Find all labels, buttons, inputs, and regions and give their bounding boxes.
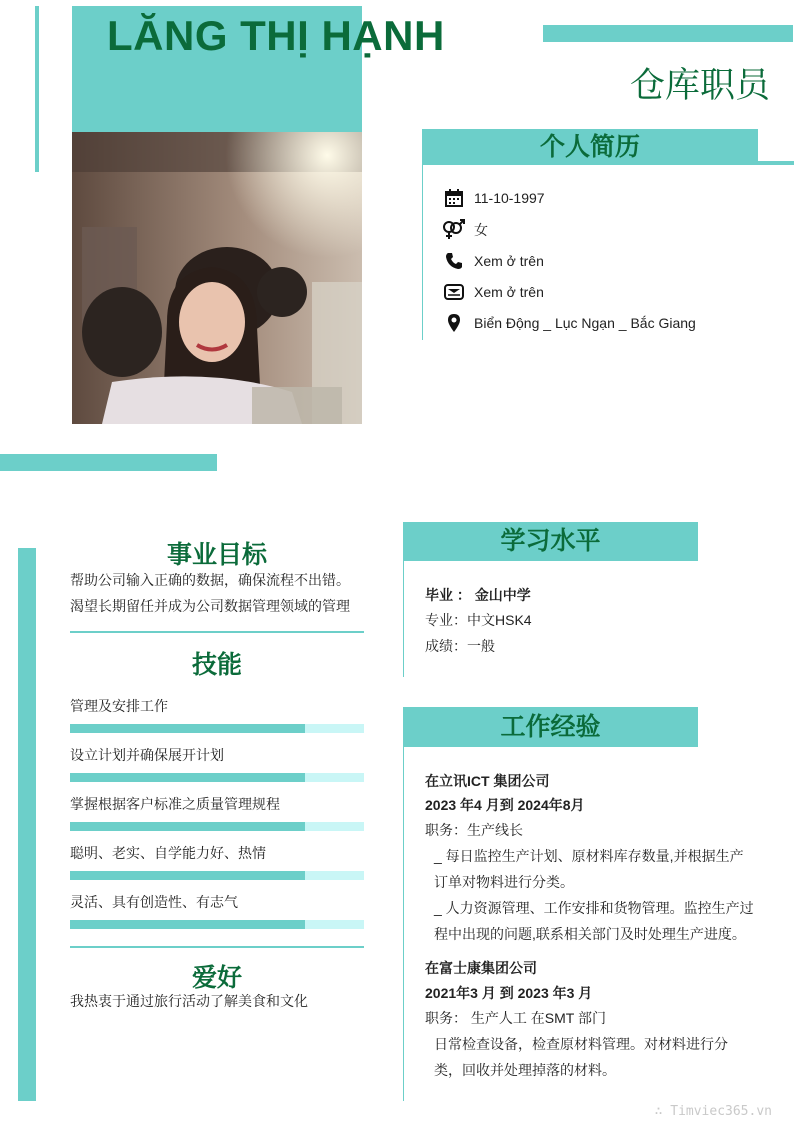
profile-heading-underline (758, 161, 794, 165)
left-column-accent-bar (18, 548, 36, 1101)
birthdate-text: 11-10-1997 (474, 190, 545, 206)
skill-level-track (70, 822, 364, 831)
profile-gender (442, 218, 488, 242)
top-left-accent-line (35, 6, 39, 172)
profile-photo-illustration (72, 132, 362, 424)
job-2-company: 在富士康集团公司 (425, 960, 537, 976)
address-text: Biển Động _ Lục Ngạn _ Bắc Giang (474, 315, 696, 331)
skill-level-track (70, 871, 364, 880)
skill-item (70, 745, 364, 782)
education-major: 专业：中文HSK4 (425, 612, 532, 628)
skills-divider (70, 946, 364, 948)
skill-item (70, 892, 364, 929)
job-1-desc-line: 订单对物料进行分类。 (434, 874, 574, 890)
hobbies-heading: 爱好 (191, 964, 242, 992)
education-heading: 学习水平 (403, 522, 698, 561)
watermark: ∴ Timviec365.vn (654, 1104, 772, 1119)
profile-birthdate (442, 186, 545, 210)
skill-label: 设立计划并确保展开计划 (70, 747, 224, 763)
job-1-desc-line: _ 人力资源管理、工作安排和货物管理。监控生产过 (434, 900, 754, 916)
skill-level-track (70, 724, 364, 733)
hobbies-text: 我热衷于通过旅行活动了解美食和文化 (70, 993, 308, 1009)
objective-line-2: 渴望长期留任并成为公司数据管理领域的管理 (70, 598, 350, 614)
job-2-period: 2021年3 月 到 2023 年3 月 (425, 985, 593, 1001)
phone-text: Xem ở trên (474, 253, 544, 269)
objective-line-1: 帮助公司输入正确的数据，确保流程不出错。 (70, 572, 350, 588)
email-icon (442, 280, 466, 304)
job-1-role: 职务：生产线长 (425, 822, 523, 838)
skill-level-fill (70, 773, 305, 782)
skill-label: 掌握根据客户标准之质量管理规程 (70, 796, 280, 812)
location-pin-icon (442, 311, 466, 335)
skill-label: 灵活、具有创造性、有志气 (70, 894, 238, 910)
top-right-accent-bar (543, 25, 793, 42)
education-grade: 成绩：一般 (425, 638, 495, 654)
skill-item (70, 696, 364, 733)
skill-label: 聪明、老实、自学能力好、热情 (70, 845, 266, 861)
job-1-period: 2023 年4 月到 2024年8月 (425, 797, 585, 813)
objective-divider (70, 631, 364, 633)
job-1-desc-line: _ 每日监控生产计划、原材料库存数量,并根据生产 (434, 848, 744, 864)
skill-level-fill (70, 871, 305, 880)
skill-level-fill (70, 724, 305, 733)
job-2-desc-line: 类，回收并处理掉落的材料。 (434, 1062, 616, 1078)
profile-heading: 个人简历 (422, 129, 758, 165)
education-graduation: 毕业 ： 金山中学 (425, 587, 531, 603)
skills-heading: 技能 (191, 651, 242, 679)
skill-item (70, 794, 364, 831)
job-2-role: 职务： 生产人工 在SMT 部门 (425, 1010, 606, 1026)
email-text: Xem ở trên (474, 284, 544, 300)
education-divider-line (403, 560, 404, 677)
objective-heading: 事业目标 (166, 541, 267, 569)
gender-text: 女 (474, 222, 488, 238)
experience-heading: 工作经验 (403, 707, 698, 747)
mid-left-accent-bar (0, 454, 217, 471)
job-2-desc-line: 日常检查设备，检查原材料管理。对材料进行分 (434, 1036, 728, 1052)
job-1-company: 在立讯ICT 集团公司 (425, 773, 550, 789)
skill-item (70, 843, 364, 880)
skill-label: 管理及安排工作 (70, 698, 168, 714)
profile-phone (442, 249, 544, 273)
phone-icon (442, 249, 466, 273)
profile-photo (72, 132, 362, 424)
experience-divider-line (403, 746, 404, 1101)
skill-level-fill (70, 920, 305, 929)
skill-level-track (70, 920, 364, 929)
candidate-name: LĂNG THỊ HẠNH (107, 12, 445, 59)
calendar-icon (442, 186, 466, 210)
gender-icon (442, 218, 466, 242)
job-1-desc-line: 程中出现的问题,联系相关部门及时处理生产进度。 (434, 926, 746, 942)
job-title: 仓库职员 (629, 66, 770, 105)
profile-address (442, 311, 696, 335)
skill-level-fill (70, 822, 305, 831)
profile-divider-line (422, 165, 423, 340)
profile-email (442, 280, 544, 304)
skill-level-track (70, 773, 364, 782)
